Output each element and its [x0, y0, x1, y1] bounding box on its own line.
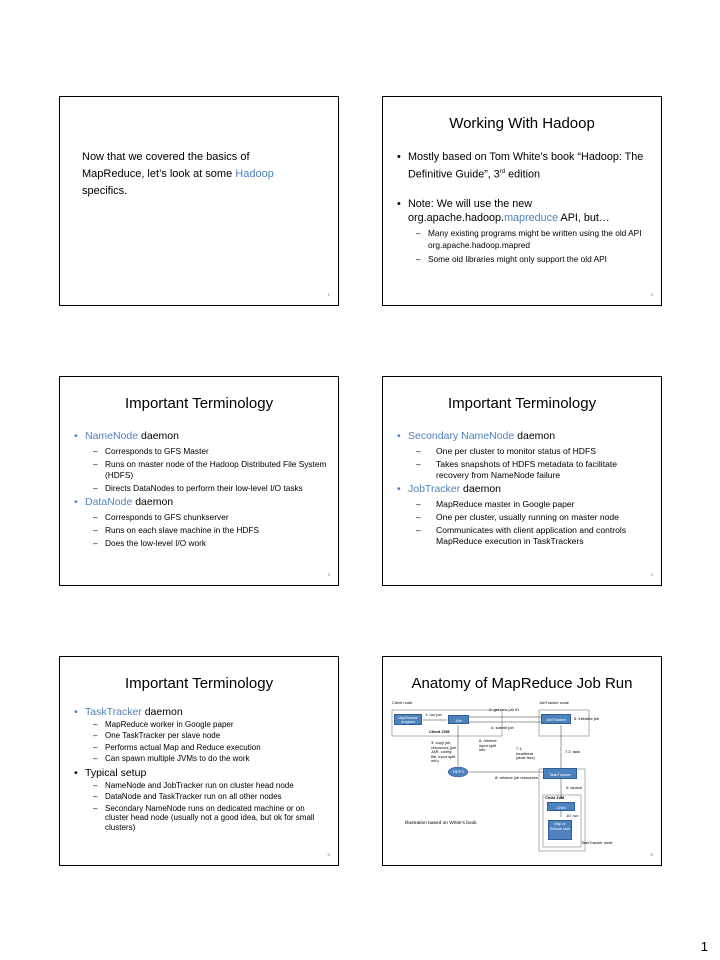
sub-bullet: – DataNode and TaskTracker run on all other nodes: [85, 792, 328, 802]
sub-bullet: – Corresponds to GFS chunkserver: [85, 512, 328, 523]
step-2-label: 2: get new job ID: [489, 707, 520, 712]
sub-bullet: – Many existing programs might be written using the old API org.apache.hadoop.mapred: [408, 228, 651, 251]
sub-bullet: – Directs DataNodes to perform their low-level I/O tasks: [85, 483, 328, 494]
bullet: • JobTracker daemon: [395, 483, 651, 497]
slide-number: 6: [650, 852, 653, 857]
bullet: • Typical setup: [72, 767, 328, 779]
slide-4-body: [395, 427, 651, 546]
step-7-2-label: 7.2: task: [565, 749, 581, 754]
client-node-label: Client node: [392, 700, 413, 705]
slide-title: Working With Hadoop: [449, 115, 595, 132]
sub-bullet: – Some old libraries might only support the old API: [408, 254, 651, 266]
sub-bullet: – Can spawn multiple JVMs to do the work: [85, 754, 328, 764]
step-4-label: 4: submit job: [491, 725, 514, 730]
sub-bullet: – One TaskTracker per slave node: [85, 731, 328, 741]
tasktracker-node-label: TaskTracker node: [581, 840, 613, 845]
jobtracker-box: JobTracker: [541, 714, 571, 724]
page-number: 1: [700, 939, 708, 954]
hadoop-keyword: Hadoop: [235, 168, 274, 180]
slide-5: [59, 656, 339, 866]
sub-bullet: – Performs actual Map and Reduce execution: [85, 743, 328, 753]
mapreduce-program-box: MapReduce program: [394, 714, 422, 725]
sub-bullet: – Takes snapshots of HDFS metadata to facilitate recovery from NameNode failure: [408, 459, 651, 480]
slide-4: [382, 376, 662, 586]
slide-5-body: [72, 703, 328, 832]
step-1-label: 1: run job: [425, 712, 442, 717]
sub-bullet: – Runs on master node of the Hadoop Distributed File System (HDFS): [85, 459, 328, 480]
bullet: • NameNode daemon: [72, 430, 328, 444]
step-3-label: 3: copy job resources (job JAR, config file, input split info): [431, 740, 457, 764]
step-6-label: 6: retrieve input split info: [479, 738, 497, 753]
slide-number: 2: [650, 292, 653, 297]
bullet: • Mostly based on Tom White’s book “Hadoop: The Definitive Guide”, 3rd edition: [395, 150, 651, 182]
sub-bullet: – Corresponds to GFS Master: [85, 446, 328, 457]
sub-bullet: – NameNode and JobTracker run on cluster head node: [85, 781, 328, 791]
map-reduce-task-box: Map or Reduce task: [548, 820, 572, 840]
hdfs-label: HDFS: [453, 769, 464, 774]
bullet: • Secondary NameNode daemon: [395, 430, 651, 444]
client-jvm-label: Client JVM: [429, 729, 450, 734]
diagram-lines: [391, 701, 655, 861]
bullet: • DataNode daemon: [72, 496, 328, 510]
slide-title: Important Terminology: [124, 395, 274, 412]
slide-title: Important Terminology: [447, 395, 597, 412]
sub-bullet: – One per cluster to monitor status of HDFS: [408, 446, 651, 457]
slide-1-text: Now that we covered the basics of MapReduce, let’s look at some Hadoop specifics.: [82, 151, 274, 197]
sub-bullet: – One per cluster, usually running on master node: [408, 512, 651, 523]
slide-title: Important Terminology: [124, 675, 274, 692]
sub-bullet: – MapReduce master in Google paper: [408, 499, 651, 510]
sub-bullet: – MapReduce worker in Google paper: [85, 720, 328, 730]
slide-3: [59, 376, 339, 586]
slide-number: 3: [327, 572, 330, 577]
slide-title: Anatomy of MapReduce Job Run: [411, 675, 633, 692]
sub-bullet: – Communicates with client application and controls MapReduce execution in TaskTrackers: [408, 525, 651, 546]
mapreduce-job-diagram: [391, 701, 655, 861]
slide-2: [382, 96, 662, 306]
slide-number: 1: [327, 292, 330, 297]
job-box: Job: [448, 715, 469, 724]
step-10-label: 10: run: [566, 813, 579, 818]
slide-3-body: [72, 427, 328, 549]
sub-bullet: – Secondary NameNode runs on dedicated machine or on cluster head node (usually not a good idea, but ok for small clusters): [85, 804, 328, 833]
child-jvm-label: Child JVM: [545, 795, 565, 800]
slide-number: 5: [327, 852, 330, 857]
slide-1: [59, 96, 339, 306]
bullet: • TaskTracker daemon: [72, 706, 328, 718]
diagram-caption: Illustration based on White’s book: [405, 821, 477, 826]
bullet: • Note: We will use the new org.apache.hadoop.mapreduce API, but…: [395, 197, 651, 226]
step-8-label: 8: retrieve job resources: [495, 775, 538, 780]
child-box: Child: [547, 802, 575, 811]
jobtracker-node-label: JobTracker node: [539, 700, 569, 705]
sub-bullet: – Runs on each slave machine in the HDFS: [85, 525, 328, 536]
slide-2-body: [395, 147, 651, 265]
tasktracker-box: TaskTracker: [543, 768, 577, 779]
slide-6: [382, 656, 662, 866]
step-7-1-label: 7.1: heartbeat (slots free): [516, 746, 535, 761]
slide-number: 4: [650, 572, 653, 577]
step-5-label: 5: initialize job: [574, 716, 600, 721]
sub-bullet: – Does the low-level I/O work: [85, 538, 328, 549]
step-9-label: 9: launch: [566, 785, 583, 790]
